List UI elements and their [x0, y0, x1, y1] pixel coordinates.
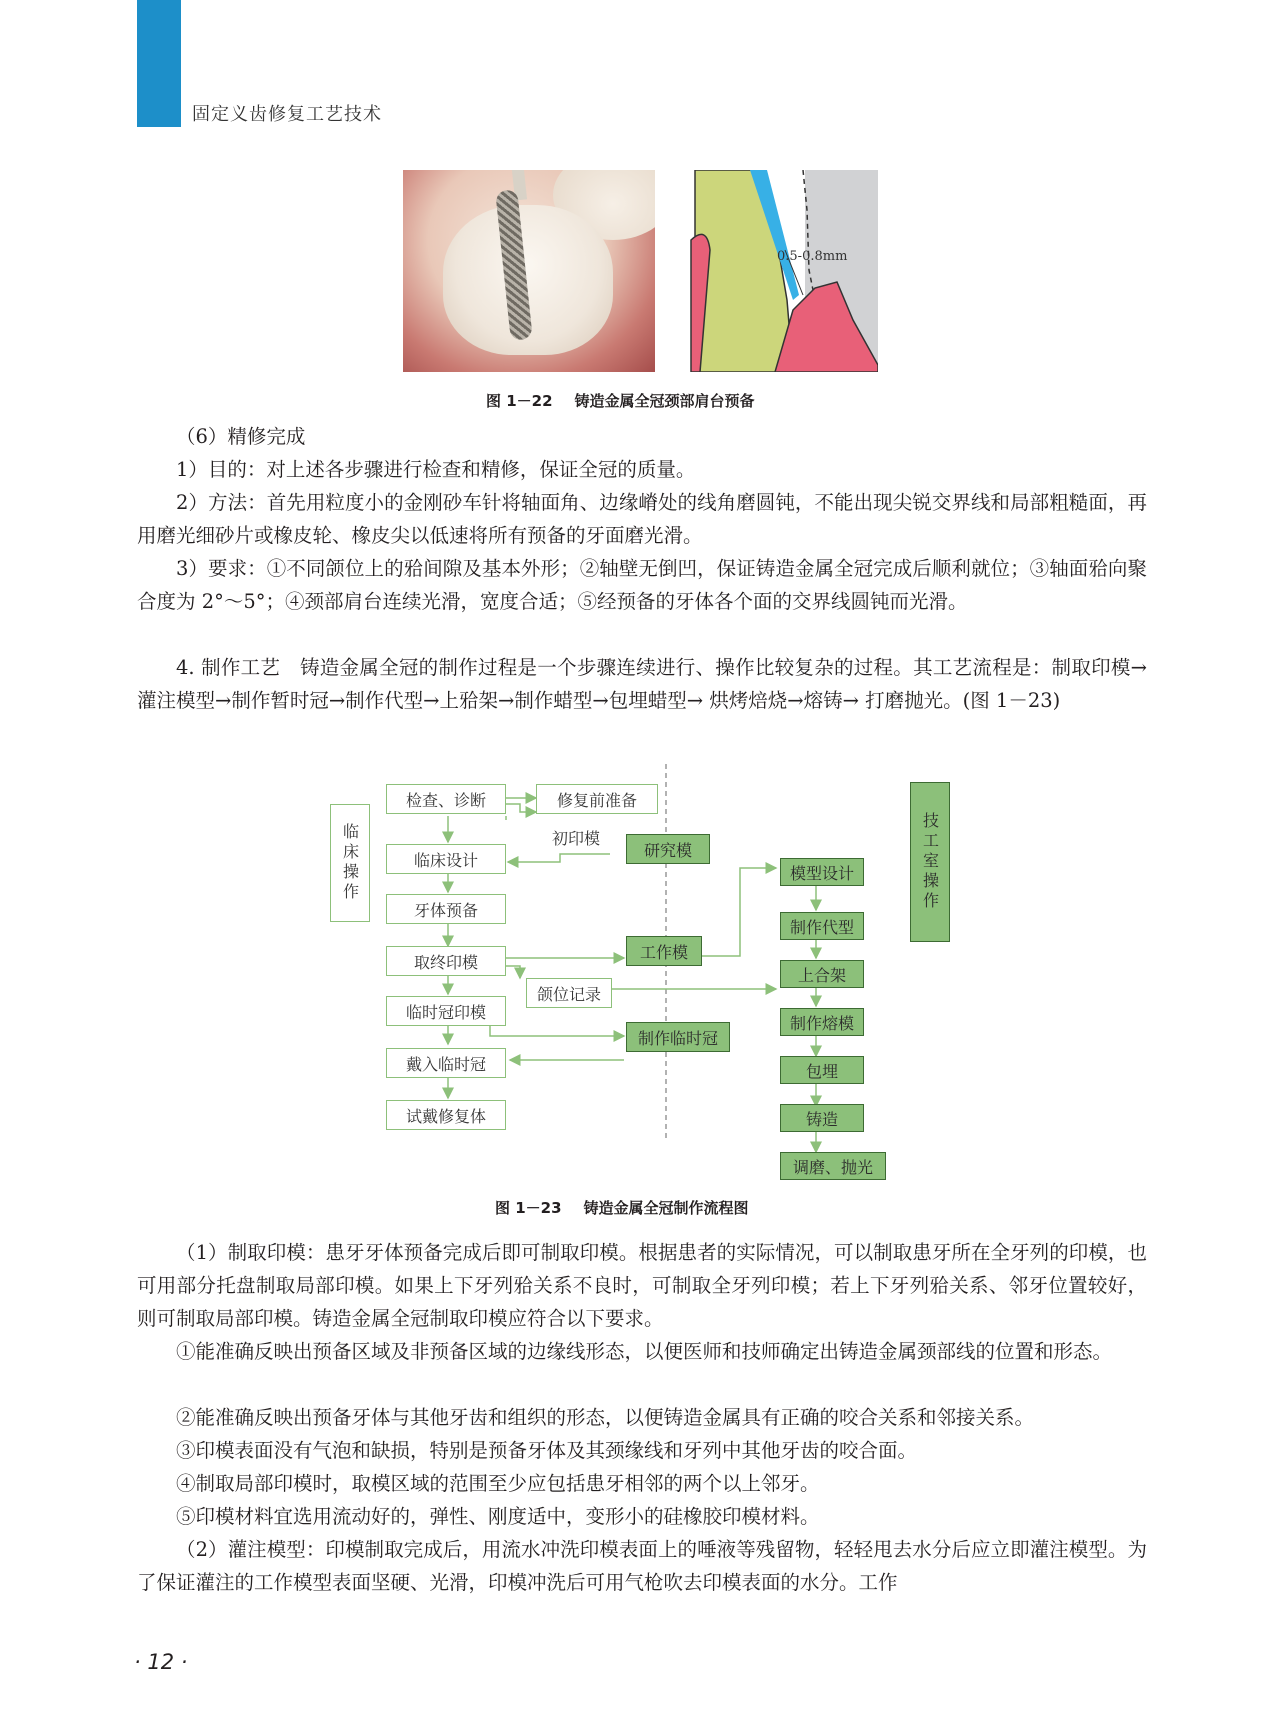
lab-step-model-design: 模型设计	[780, 858, 864, 886]
flow-step-tooth-prep: 牙体预备	[386, 894, 506, 924]
figure-1-23-flowchart	[330, 760, 950, 1180]
flow-step-temp-impression: 临时冠印模	[386, 996, 506, 1026]
flow-step-try-in: 试戴修复体	[386, 1100, 506, 1130]
section-6-heading: （6）精修完成	[176, 425, 306, 448]
flow-bite-record: 颌位记录	[526, 978, 612, 1008]
section-6-method: 2）方法：首先用粒度小的金刚砂车针将轴面角、边缘嵴处的线角磨圆钝，不能出现尖锐交界线和局部粗糙面，再用磨光细砂片或橡皮轮、橡皮尖以低速将所有预备的牙面磨光滑。	[137, 491, 1147, 547]
flow-working-model: 工作模	[626, 936, 702, 966]
lab-step-die: 制作代型	[780, 912, 864, 940]
section-6-purpose: 1）目的：对上述各步骤进行检查和精修，保证全冠的质量。	[176, 458, 696, 481]
flow-step-exam: 检查、诊断	[386, 784, 506, 814]
lab-step-casting: 铸造	[780, 1104, 864, 1132]
flow-make-temp-crown: 制作临时冠	[626, 1022, 730, 1052]
impression-req-2: ②能准确反映出预备牙体与其他牙齿和组织的形态，以便铸造金属具有正确的咬合关系和邻接关系。	[176, 1406, 1035, 1429]
figure-1-22	[403, 170, 878, 372]
flow-step-initial-impression: 初印模	[552, 829, 601, 848]
measurement-label: 0.5-0.8mm	[777, 249, 848, 264]
clinic-operation-label: 临床操作	[330, 804, 370, 922]
lab-operation-label: 技工室操作	[910, 782, 950, 942]
flow-study-model: 研究模	[626, 834, 710, 864]
impression-req-4: ④制取局部印模时，取模区域的范围至少应包括患牙相邻的两个以上邻牙。	[176, 1472, 820, 1495]
section-4-process: 4. 制作工艺 铸造金属全冠的制作过程是一个步骤连续进行、操作比较复杂的过程。其工艺流程是：制取印模→灌注模型→制作暂时冠→制作代型→上𬌗架→制作蜡型→包埋蜡型→ 烘烤焙烧→熔铸→ 打磨抛光。(图 1－23)	[137, 656, 1147, 712]
flow-step-final-impression: 取终印模	[386, 946, 506, 976]
lab-step-investing: 包埋	[780, 1056, 864, 1084]
shoulder-cross-section-diagram	[655, 170, 878, 372]
page-number: · 12 ·	[134, 1650, 188, 1674]
flow-step-clinical-design: 临床设计	[386, 844, 506, 874]
figure-22-caption: 图 1－22 铸造金属全冠颈部肩台预备	[486, 392, 755, 410]
running-title: 固定义齿修复工艺技术	[192, 104, 382, 125]
impression-req-1: ①能准确反映出预备区域及非预备区域的边缘线形态，以便医师和技师确定出铸造金属颈部线的位置和形态。	[176, 1340, 1113, 1363]
impression-paragraph: （1）制取印模：患牙牙体预备完成后即可制取印模。根据患者的实际情况，可以制取患牙所在全牙列的印模，也可用部分托盘制取局部印模。如果上下牙列𬌗关系不良时，可制取全牙列印模；若上下牙列𬌗关系、邻牙位置较好，则可制取局部印模。铸造金属全冠制取印模应符合以下要求。	[137, 1241, 1147, 1330]
model-pouring-paragraph: （2）灌注模型：印模制取完成后，用流水冲洗印模表面上的唾液等残留物，轻轻甩去水分后应立即灌注模型。为了保证灌注的工作模型表面坚硬、光滑，印模冲洗后可用气枪吹去印模表面的水分。工作	[137, 1538, 1147, 1594]
impression-req-5: ⑤印模材料宜选用流动好的，弹性、刚度适中，变形小的硅橡胶印模材料。	[176, 1505, 820, 1528]
figure-23-caption: 图 1－23 铸造金属全冠制作流程图	[495, 1199, 749, 1217]
flow-step-seat-temp-crown: 戴入临时冠	[386, 1048, 506, 1078]
lab-step-wax-pattern: 制作熔模	[780, 1008, 864, 1036]
flow-step-prep: 修复前准备	[536, 784, 658, 814]
lab-step-polish: 调磨、抛光	[780, 1152, 886, 1180]
chapter-tab	[137, 0, 181, 127]
impression-req-3: ③印模表面没有气泡和缺损，特别是预备牙体及其颈缘线和牙列中其他牙齿的咬合面。	[176, 1439, 918, 1462]
section-6-requirements: 3）要求：①不同颌位上的𬌗间隙及基本外形；②轴壁无倒凹，保证铸造金属全冠完成后顺利就位；③轴面𬌗向聚合度为 2°～5°；④颈部肩台连续光滑，宽度合适；⑤经预备的牙体各个面的交界线圆钝而光滑。	[137, 557, 1147, 613]
lab-step-articulator: 上合架	[780, 960, 864, 988]
tooth-preparation-photo	[403, 170, 655, 372]
